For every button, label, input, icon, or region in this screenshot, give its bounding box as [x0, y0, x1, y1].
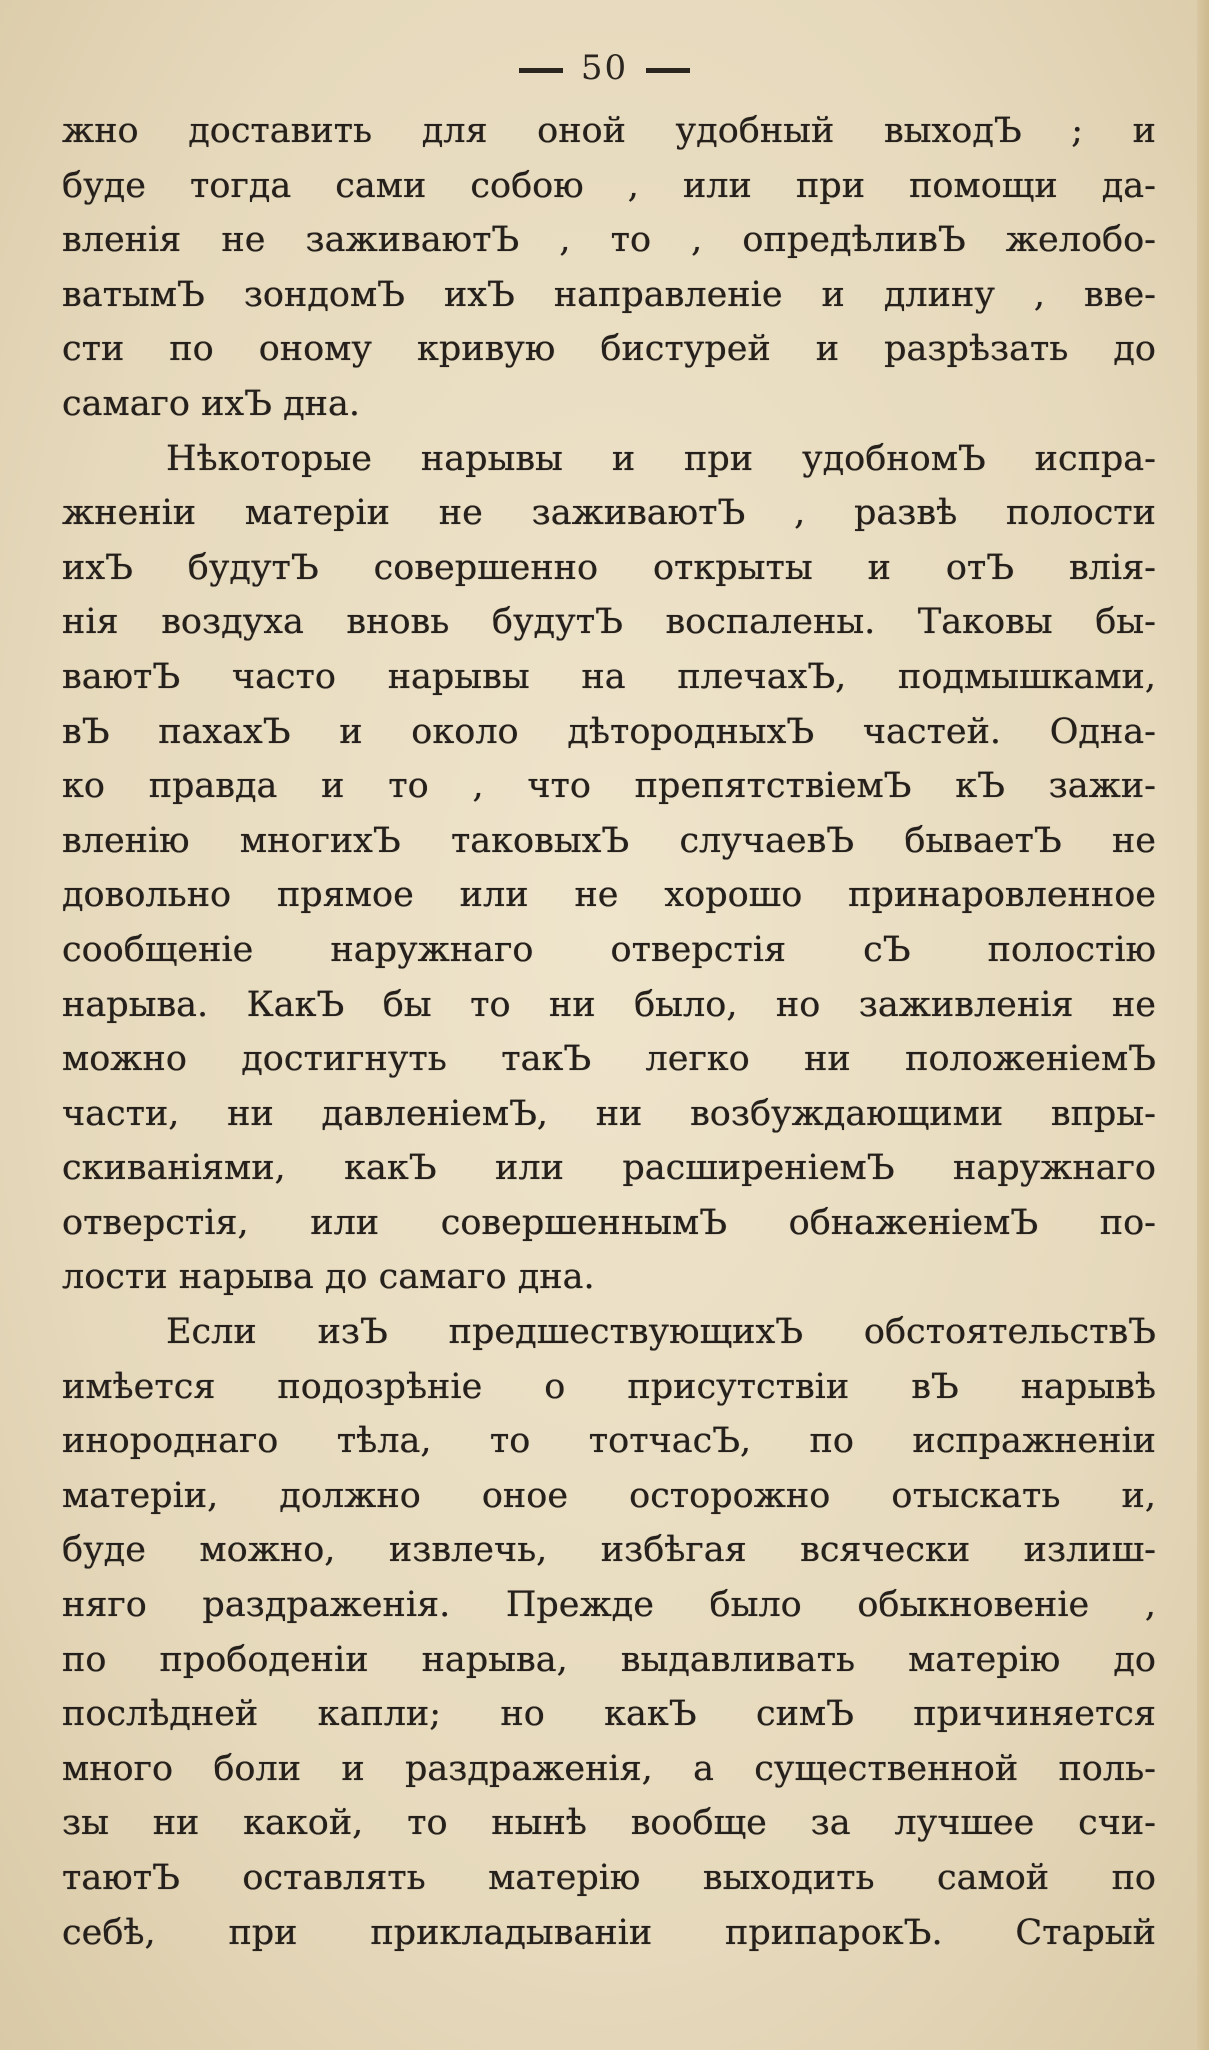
text-line: много боли и раздраженія, а существенной поль-: [62, 1748, 1156, 1789]
text-line: вленія не заживаютЪ , то , опредѣливЪ желобо-: [62, 220, 1156, 261]
text-line: жненіи матеріи не заживаютЪ , развѣ полости: [62, 493, 1156, 534]
text-line: сти по оному кривую бистурей и разрѣзать до: [62, 329, 1156, 370]
text-line: части, ни давленіемЪ, ни возбуждающими впры-: [62, 1093, 1156, 1134]
left-dash: [519, 68, 563, 73]
page-number: 50: [580, 48, 629, 88]
page-edge: [1197, 0, 1209, 2050]
text-line: ко правда и то , что препятствіемЪ кЪ зажи-: [62, 766, 1156, 807]
text-line: себѣ, при прикладываніи припарокЪ. Старый: [62, 1912, 1156, 1953]
text-line: вленію многихЪ таковыхЪ случаевЪ бываетЪ не: [62, 820, 1156, 861]
text-line: можно достигнуть такЪ легко ни положеніемЪ: [62, 1039, 1156, 1080]
text-line: лости нарыва до самаго дна.: [62, 1257, 595, 1298]
text-line: по прободеніи нарыва, выдавливать матерію до: [62, 1639, 1156, 1680]
text-line: матеріи, должно оное осторожно отыскать и,: [62, 1475, 1156, 1516]
text-line: скиваніями, какЪ или расширеніемЪ наружнаго: [62, 1148, 1156, 1189]
text-line: таютЪ оставлять матерію выходить самой по: [62, 1858, 1156, 1898]
text-line: Нѣкоторые нарывы и при удобномЪ испра-: [166, 438, 1156, 479]
text-line: сообщеніе наружнаго отверстія сЪ полостію: [62, 929, 1156, 970]
text-line: самаго ихЪ дна.: [62, 383, 360, 424]
text-line: ваютЪ часто нарывы на плечахЪ, подмышками,: [62, 656, 1156, 697]
text-line: Если изЪ предшествующихЪ обстоятельствЪ: [166, 1312, 1156, 1353]
text-line: инороднаго тѣла, то тотчасЪ, по испражненіи: [62, 1421, 1156, 1462]
text-line: зы ни какой, то нынѣ вообще за лучшее счи-: [62, 1803, 1156, 1844]
body-text: [62, 104, 1156, 1960]
text-line: буде тогда сами собою , или при помощи да-: [62, 165, 1156, 206]
text-line: имѣется подозрѣніе о присутствіи вЪ нарывѣ: [62, 1366, 1156, 1407]
text-line: няго раздраженія. Прежде было обыкновеніе ,: [62, 1585, 1156, 1626]
text-line: ихЪ будутЪ совершенно открыты и отЪ влія-: [62, 547, 1156, 588]
text-line: буде можно, извлечь, избѣгая всячески излиш-: [62, 1530, 1156, 1571]
page-number-header: [0, 48, 1209, 88]
text-line: вЪ пахахЪ и около дѣтородныхЪ частей. Одна-: [62, 711, 1156, 752]
text-line: жно доставить для оной удобный выходЪ ; и: [62, 111, 1156, 151]
text-line: довольно прямое или не хорошо принаровленное: [62, 875, 1156, 916]
text-line: ватымЪ зондомЪ ихЪ направленіе и длину , ввe-: [62, 274, 1156, 315]
text-line: послѣдней капли; но какЪ симЪ причиняется: [62, 1694, 1156, 1735]
right-dash: [646, 68, 690, 73]
text-line: нарыва. КакЪ бы то ни было, но заживленія не: [62, 984, 1156, 1025]
text-line: нія воздуха вновь будутЪ воспалены. Таковы бы-: [62, 602, 1156, 643]
text-line: отверстія, или совершеннымЪ обнаженіемЪ по-: [62, 1202, 1156, 1243]
